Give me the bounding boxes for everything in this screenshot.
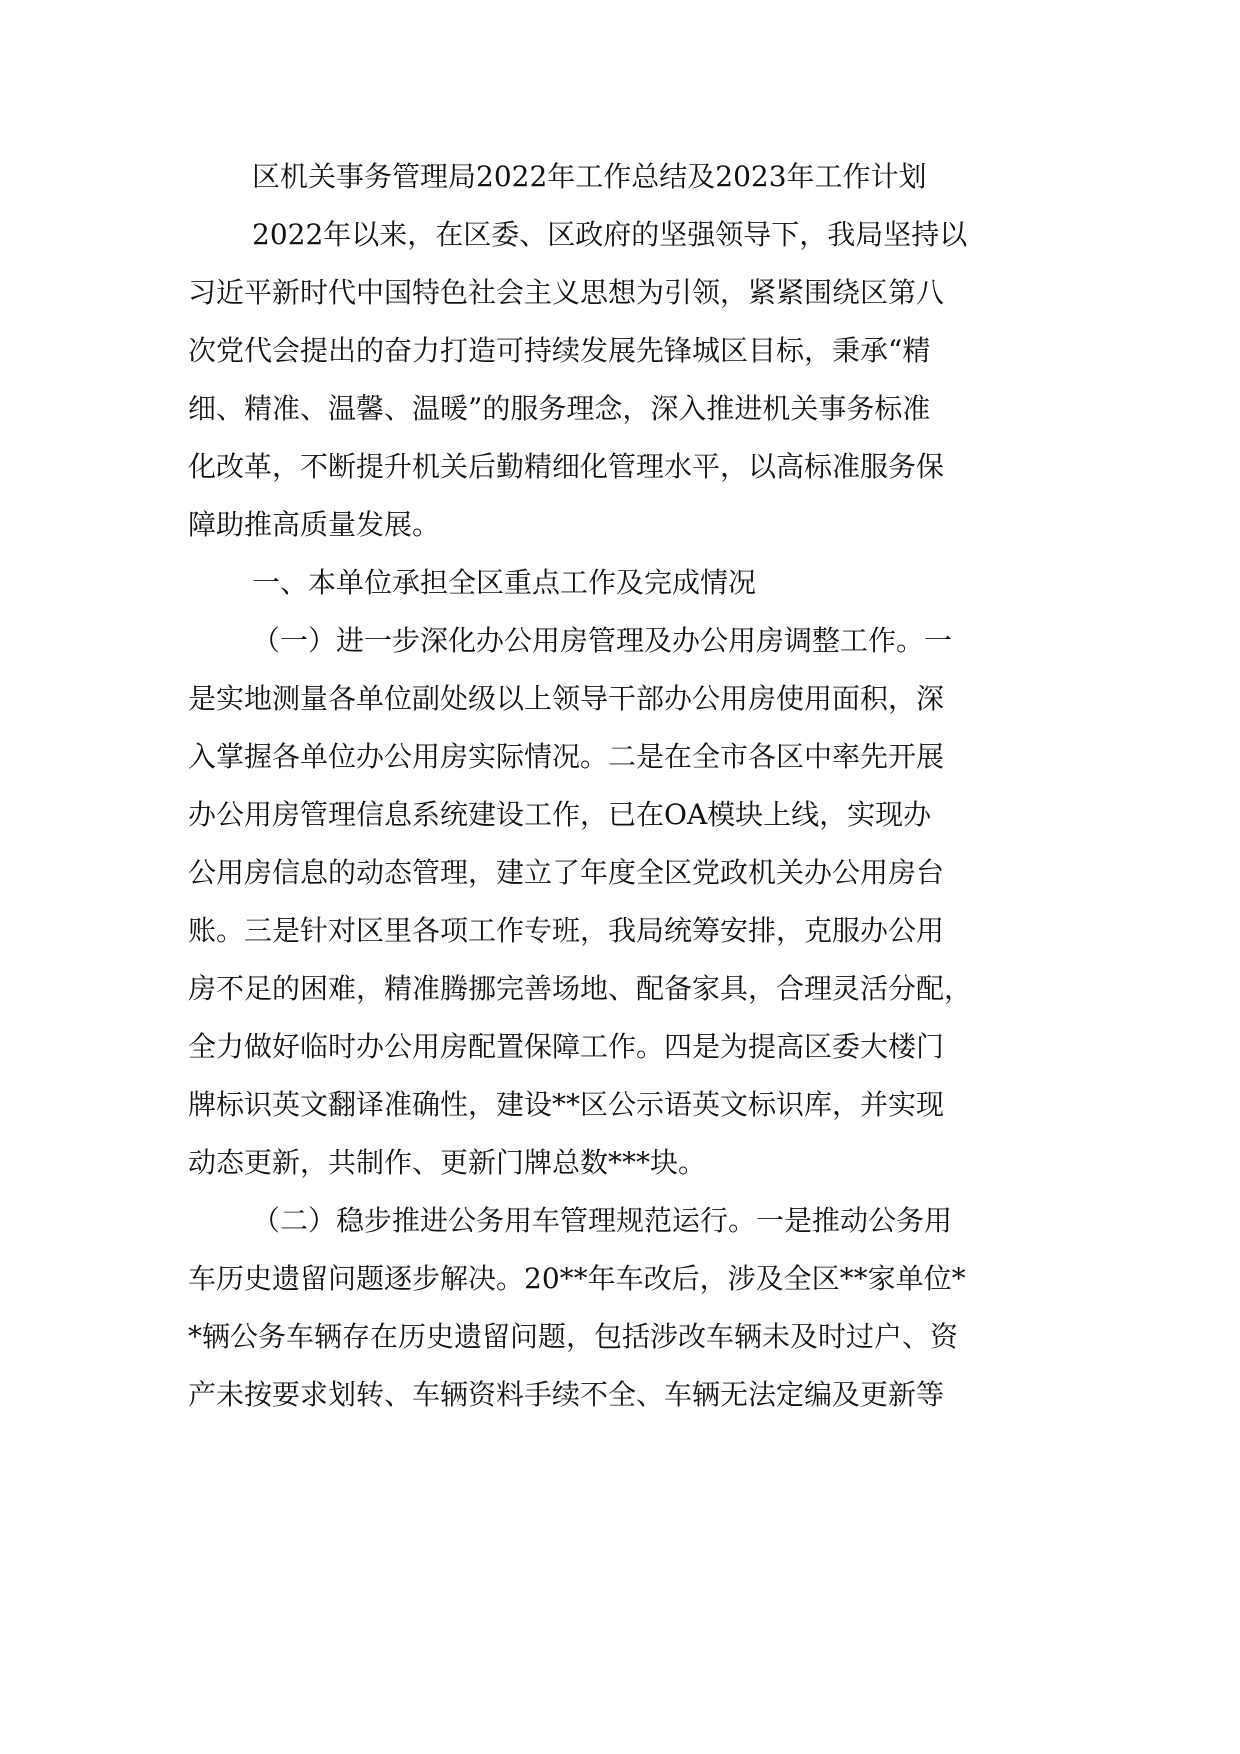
paragraph-line: 产未按要求划转、车辆资料手续不全、车辆无法定编及更新等 <box>188 1378 945 1411</box>
paragraph-line: 房不足的困难，精准腾挪完善场地、配备家具，合理灵活分配， <box>188 972 973 1005</box>
paragraph-line: *辆公务车辆存在历史遗留问题，包括涉改车辆未及时过户、资 <box>188 1320 959 1353</box>
section-heading: 一、本单位承担全区重点工作及完成情况 <box>252 566 757 599</box>
paragraph-line: 动态更新，共制作、更新门牌总数***块。 <box>188 1146 707 1179</box>
paragraph-line: （二）稳步推进公务用车管理规范运行。一是推动公务用 <box>252 1204 953 1237</box>
paragraph-line: 障助推高质量发展。 <box>188 508 441 541</box>
paragraph-line: 化改革，不断提升机关后勤精细化管理水平，以高标准服务保 <box>188 450 945 483</box>
paragraph-line: 细、精准、温馨、温暖”的服务理念，深入推进机关事务标准 <box>188 392 931 425</box>
paragraph-line: 办公用房管理信息系统建设工作，已在OA模块上线，实现办 <box>188 798 932 831</box>
paragraph-line: 是实地测量各单位副处级以上领导干部办公用房使用面积，深 <box>188 682 945 715</box>
paragraph-line: 次党代会提出的奋力打造可持续发展先锋城区目标，秉承“精 <box>188 334 931 367</box>
paragraph-line: 牌标识英文翻译准确性，建设**区公示语英文标识库，并实现 <box>188 1088 945 1121</box>
paragraph-line: 公用房信息的动态管理，建立了年度全区党政机关办公用房台 <box>188 856 945 889</box>
paragraph-line: 习近平新时代中国特色社会主义思想为引领，紧紧围绕区第八 <box>188 276 945 309</box>
paragraph-line: 入掌握各单位办公用房实际情况。二是在全市各区中率先开展 <box>188 740 945 773</box>
document-title: 区机关事务管理局2022年工作总结及2023年工作计划 <box>252 160 927 193</box>
paragraph-line: 全力做好临时办公用房配置保障工作。四是为提高区委大楼门 <box>188 1030 945 1063</box>
paragraph-line: 车历史遗留问题逐步解决。20**年车改后，涉及全区**家单位* <box>188 1262 966 1295</box>
paragraph-line: 账。三是针对区里各项工作专班，我局统筹安排，克服办公用 <box>188 914 945 947</box>
paragraph-line: 2022年以来，在区委、区政府的坚强领导下，我局坚持以 <box>252 218 968 251</box>
paragraph-line: （一）进一步深化办公用房管理及办公用房调整工作。一 <box>252 624 953 657</box>
